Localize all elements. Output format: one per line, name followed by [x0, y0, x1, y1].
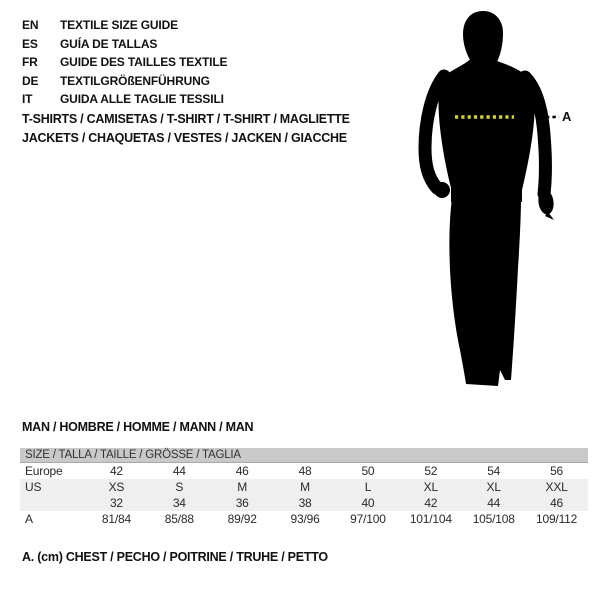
language-row	[22, 35, 227, 54]
table-cell: XS	[85, 479, 148, 495]
table-cell: 105/108	[472, 512, 515, 526]
measurement-footnote: A. (cm) CHEST / PECHO / POITRINE / TRUHE / PETTO	[22, 550, 328, 564]
table-cell: 32	[85, 495, 148, 511]
table-cell: 46	[525, 495, 588, 511]
table-cell: 42	[109, 464, 123, 478]
language-code: DE	[22, 73, 39, 88]
man-silhouette-icon	[418, 8, 568, 398]
size-table	[20, 463, 588, 527]
table-cell: 52	[424, 464, 438, 478]
table-cell: XL	[399, 479, 462, 495]
language-label: GUIDE DES TAILLES TEXTILE	[60, 55, 228, 70]
table-cell: 34	[148, 495, 211, 511]
category-line-tshirts: T-SHIRTS / CAMISETAS / T-SHIRT / T-SHIRT / MAGLIETTE	[22, 112, 350, 126]
language-row	[22, 72, 227, 91]
table-cell: 44	[172, 464, 186, 478]
row-label	[20, 495, 85, 511]
language-code: EN	[22, 18, 39, 32]
language-label: GUIDA ALLE TAGLIE TESSILI	[60, 92, 224, 107]
table-cell: M	[211, 479, 274, 495]
table-cell: M	[274, 479, 337, 495]
silhouette-left-hand	[434, 182, 450, 198]
table-cell: 101/104	[409, 512, 452, 526]
table-cell: 50	[361, 464, 375, 478]
category-list	[22, 110, 350, 148]
man-silhouette-figure	[418, 8, 568, 398]
table-cell: 54	[487, 464, 501, 478]
size-table-header: SIZE / TALLA / TAILLE / GRÖSSE / TAGLIA	[20, 448, 588, 463]
language-code: FR	[22, 55, 38, 70]
language-row	[22, 16, 227, 35]
table-row-us	[20, 479, 588, 495]
language-code: IT	[22, 92, 33, 107]
row-label: US	[20, 479, 85, 495]
language-row	[22, 53, 227, 72]
language-label: TEXTILGRÖßENFÜHRUNG	[60, 73, 210, 88]
table-cell: 93/96	[290, 512, 320, 526]
table-cell: 89/92	[227, 512, 257, 526]
table-cell: 44	[462, 495, 525, 511]
table-cell: XXL	[525, 479, 588, 495]
language-list	[22, 16, 227, 109]
language-label: TEXTILE SIZE GUIDE	[60, 18, 178, 32]
row-label: A	[25, 512, 33, 526]
language-label: GUÍA DE TALLAS	[60, 36, 158, 51]
table-cell: 38	[274, 495, 337, 511]
measurement-label-a: A	[562, 109, 572, 124]
table-row-numeric	[20, 495, 588, 511]
section-title-man: MAN / HOMBRE / HOMME / MANN / MAN	[22, 420, 254, 434]
silhouette-head	[463, 11, 503, 67]
table-cell: S	[148, 479, 211, 495]
silhouette-legs	[449, 198, 521, 386]
table-cell: 46	[235, 464, 249, 478]
table-row-europe	[20, 463, 588, 479]
table-cell: XL	[462, 479, 525, 495]
category-line-jackets: JACKETS / CHAQUETAS / VESTES / JACKEN / GIACCHE	[22, 131, 347, 145]
language-row	[22, 90, 227, 109]
table-cell: L	[337, 479, 400, 495]
table-cell: 48	[298, 464, 312, 478]
table-row-chest	[20, 511, 588, 527]
table-cell: 40	[337, 495, 400, 511]
table-cell: 97/100	[350, 512, 386, 526]
table-cell: 56	[550, 464, 564, 478]
table-cell: 109/112	[536, 512, 578, 526]
row-label: Europe	[25, 464, 63, 478]
language-code: ES	[22, 36, 38, 51]
table-cell: 85/88	[164, 512, 194, 526]
table-cell: 81/84	[101, 512, 131, 526]
table-cell: 36	[211, 495, 274, 511]
table-cell: 42	[399, 495, 462, 511]
